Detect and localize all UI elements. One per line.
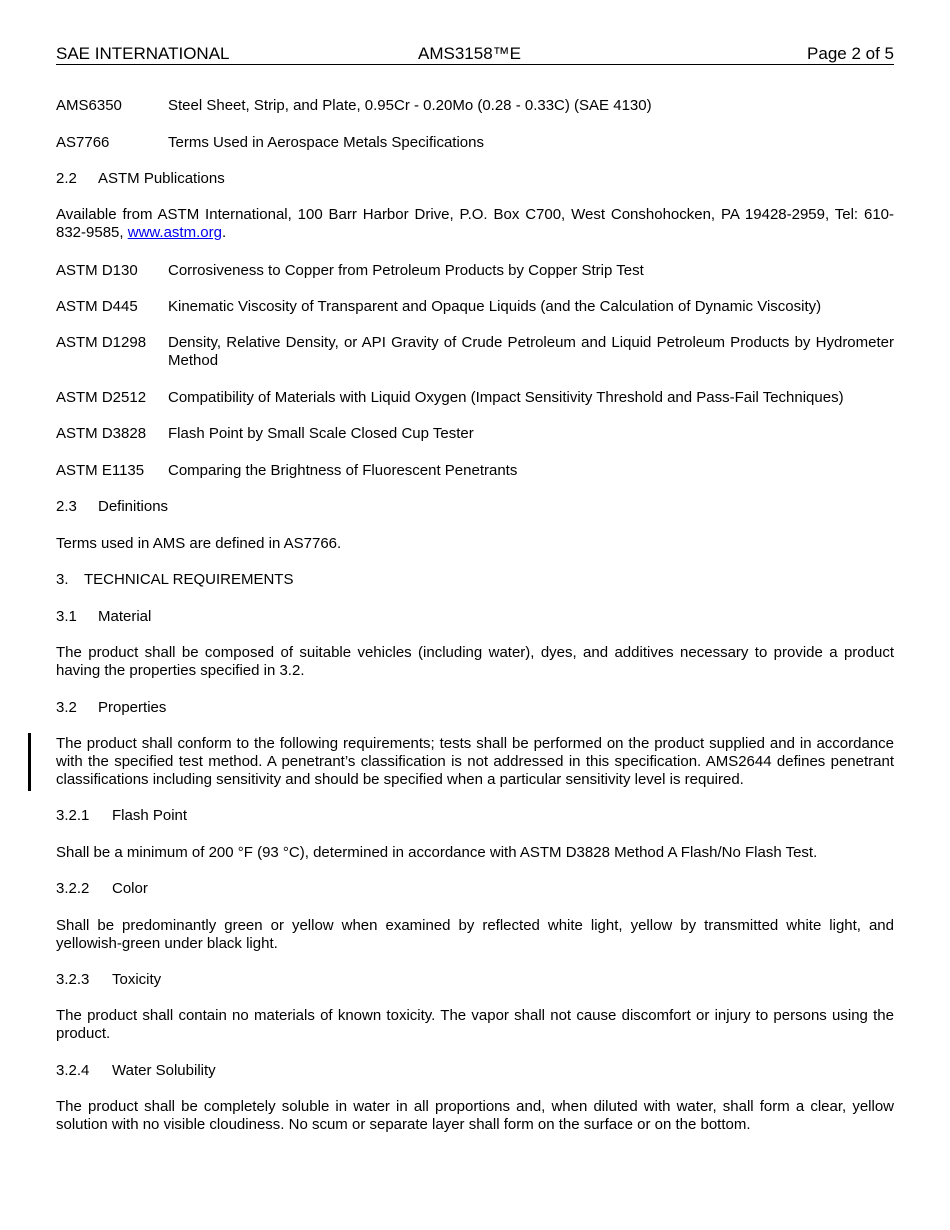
section-3-2-1-text: Shall be a minimum of 200 °F (93 °C), determined in accordance with ASTM D3828 Method A Flash/No Flash Test.	[56, 844, 818, 861]
ref-ams6350	[56, 97, 894, 115]
section-3-2-text: The product shall conform to the following requirements; tests shall be performed on the product supplied and in accordance with the specified test method. A penetrant’s classification is not addressed in this specification. AMS2644 defines penetrant classifications including sensitivity and should be specified when a particular sensitivity level is required.	[56, 735, 894, 788]
section-3-2-heading	[56, 699, 894, 717]
page-header	[56, 44, 894, 65]
section-3-1-text: The product shall be composed of suitable vehicles (including water), dyes, and additives necessary to provide a product having the properties specified in 3.2.	[56, 644, 894, 679]
section-3-2-3-text: The product shall contain no materials of known toxicity. The vapor shall not cause discomfort or injury to persons using the product.	[56, 1007, 894, 1042]
availability-text: Available from ASTM International, 100 Barr Harbor Drive, P.O. Box C700, West Conshohocken, PA 19428-2959, Tel: 610-832-9585,	[56, 206, 894, 241]
section-title: Material	[98, 608, 152, 625]
section-number: 3.	[56, 571, 69, 588]
section-title: TECHNICAL REQUIREMENTS	[84, 571, 294, 588]
ref-title: Terms Used in Aerospace Metals Specifications	[168, 134, 484, 151]
ref-astm-d3828	[56, 425, 894, 443]
section-3-2-2-heading	[56, 880, 894, 898]
section-title: ASTM Publications	[98, 170, 225, 187]
section-title: Properties	[98, 699, 167, 716]
change-bar	[28, 733, 31, 791]
section-title: Color	[112, 880, 148, 897]
ref-code: ASTM D1298	[56, 334, 147, 351]
ref-code: ASTM D2512	[56, 389, 147, 406]
section-number: 3.2.1	[56, 807, 90, 824]
section-3-2-4-heading	[56, 1062, 894, 1080]
section-title: Definitions	[98, 498, 169, 515]
section-3-2-4-text: The product shall be completely soluble in water in all proportions and, when diluted with water, shall form a clear, yellow solution with no visible cloudiness. No scum or separate layer shall form on the surface or on the bottom.	[56, 1098, 894, 1133]
section-title: Water Solubility	[112, 1062, 216, 1079]
ref-title: Steel Sheet, Strip, and Plate, 0.95Cr - 0.20Mo (0.28 - 0.33C) (SAE 4130)	[168, 97, 652, 114]
section-2-3-heading	[56, 498, 894, 516]
section-3-heading	[56, 571, 894, 589]
ref-code: ASTM D130	[56, 262, 138, 279]
ref-astm-d1298	[56, 334, 894, 370]
section-number: 3.2	[56, 699, 77, 716]
ref-title: Flash Point by Small Scale Closed Cup Tester	[168, 425, 474, 442]
ref-as7766	[56, 134, 894, 152]
ref-astm-d2512	[56, 389, 894, 407]
availability-text-end: .	[221, 224, 227, 241]
ref-title: Corrosiveness to Copper from Petroleum Products by Copper Strip Test	[168, 262, 644, 279]
section-title: Toxicity	[112, 971, 162, 988]
ref-title: Density, Relative Density, or API Gravity of Crude Petroleum and Liquid Petroleum Products by Hydrometer Method	[168, 334, 894, 369]
ref-code: AS7766	[56, 134, 110, 151]
ref-code: ASTM E1135	[56, 462, 145, 479]
ref-astm-e1135	[56, 462, 894, 480]
section-number: 3.1	[56, 608, 77, 625]
section-3-2-2-text: Shall be predominantly green or yellow when examined by reflected white light, yellow by transmitted white light, and yellowish-green under black light.	[56, 917, 894, 952]
ref-code: AMS6350	[56, 97, 122, 114]
section-number: 2.2	[56, 170, 77, 187]
header-doc-id: AMS3158™E	[418, 44, 521, 63]
section-number: 2.3	[56, 498, 77, 515]
ref-astm-d130	[56, 262, 894, 280]
header-page-number: Page 2 of 5	[807, 44, 894, 63]
section-number: 3.2.4	[56, 1062, 90, 1079]
ref-title: Comparing the Brightness of Fluorescent Penetrants	[168, 462, 518, 479]
section-3-2-3-heading	[56, 971, 894, 989]
section-2-2-heading	[56, 170, 894, 188]
header-org: SAE INTERNATIONAL	[56, 44, 230, 63]
section-3-2-1-heading	[56, 807, 894, 825]
ref-code: ASTM D445	[56, 298, 138, 315]
ref-title: Kinematic Viscosity of Transparent and Opaque Liquids (and the Calculation of Dynamic Viscosity)	[168, 298, 822, 315]
ref-astm-d445	[56, 298, 894, 316]
astm-availability-paragraph	[56, 206, 894, 242]
section-number: 3.2.3	[56, 971, 90, 988]
section-3-1-heading	[56, 608, 894, 626]
section-number: 3.2.2	[56, 880, 90, 897]
astm-website-link[interactable]: www.astm.org	[127, 224, 222, 241]
section-2-3-text: Terms used in AMS are defined in AS7766.	[56, 535, 342, 552]
section-title: Flash Point	[112, 807, 188, 824]
ref-code: ASTM D3828	[56, 425, 147, 442]
ref-title: Compatibility of Materials with Liquid Oxygen (Impact Sensitivity Threshold and Pass-Fail Techniques)	[168, 389, 844, 406]
